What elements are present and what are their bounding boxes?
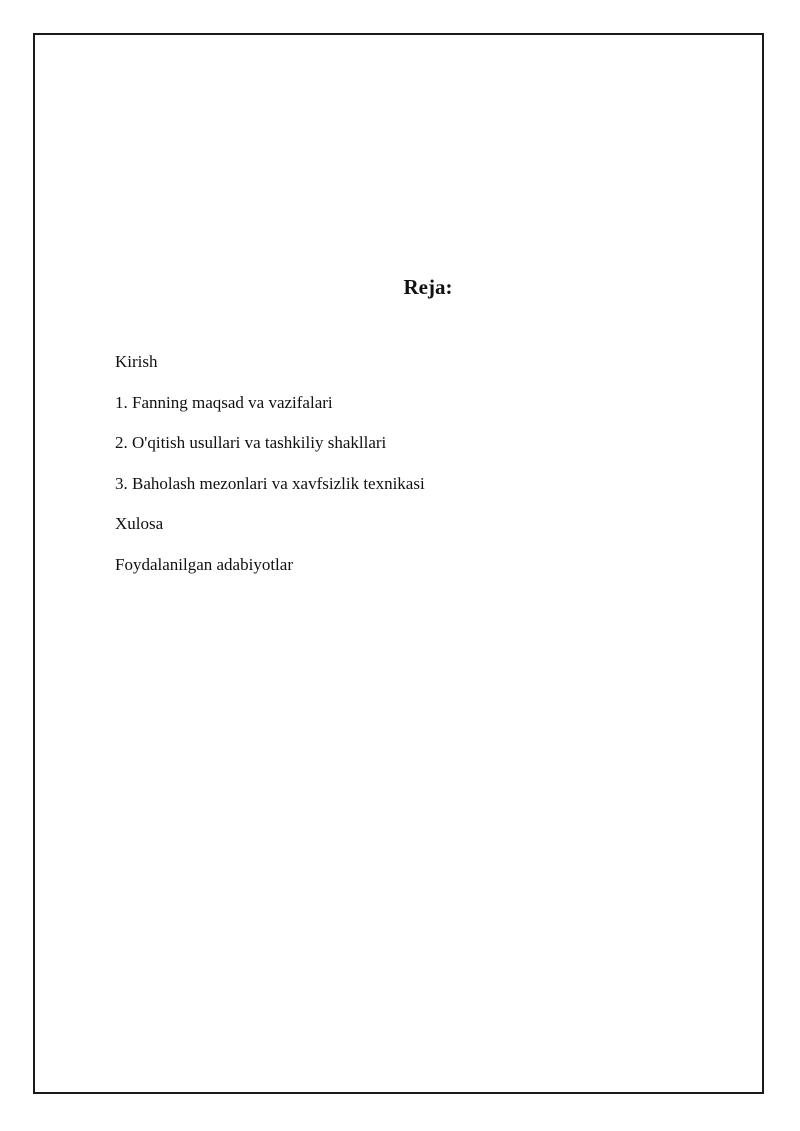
page-title: Reja: [403, 275, 453, 299]
table-of-contents [115, 350, 425, 593]
toc-item-2: 2. O'qitish usullari va tashkiliy shakllari [115, 433, 387, 452]
toc-item-1: 1. Fanning maqsad va vazifalari [115, 392, 333, 412]
toc-item-3: 3. Baholash mezonlari va xavfsizlik texnikasi [115, 473, 425, 493]
toc-item-references: Foydalanilgan adabiyotlar [115, 554, 293, 574]
toc-item-conclusion: Xulosa [115, 514, 164, 533]
toc-item-introduction: Kirish [115, 352, 158, 371]
